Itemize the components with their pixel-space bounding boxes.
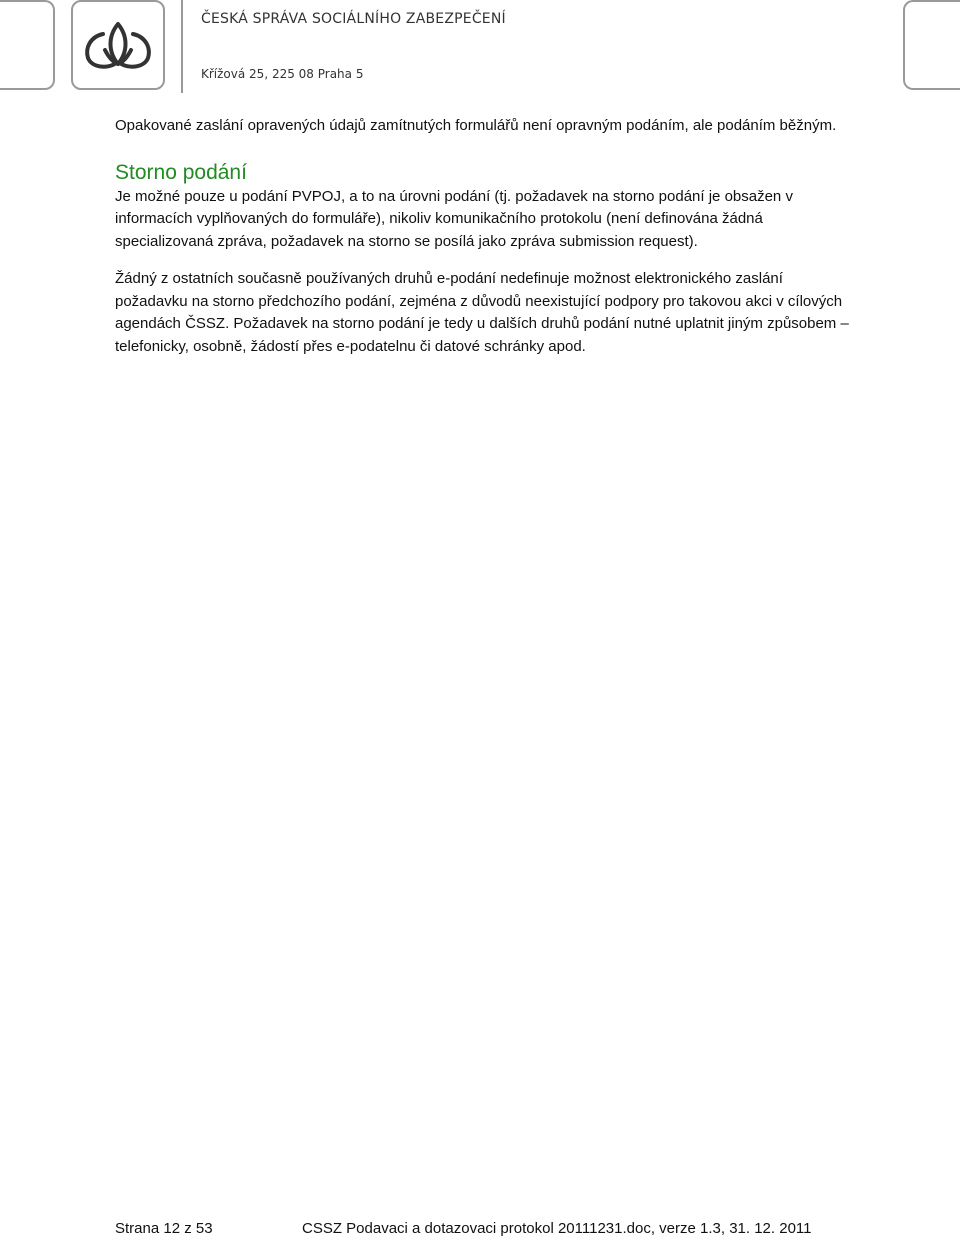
organization-address: Křížová 25, 225 08 Praha 5 <box>201 67 364 81</box>
tulip-logo-icon <box>81 18 155 74</box>
organization-name: ČESKÁ SPRÁVA SOCIÁLNÍHO ZABEZPEČENÍ <box>201 11 506 27</box>
paragraph-storno-pvpoj: Je možné pouze u podání PVPOJ, a to na úrovni podání (tj. požadavek na storno podání je obsažen v informacích vyplňovaných do formuláře), nikoliv komunikačního protokolu (není definována žádná specializovaná zpráva, požadavek na storno se posílá jako zpráva submission request). <box>115 187 793 250</box>
header-left-frame <box>0 0 55 90</box>
page-number: Strana 12 z 53 <box>115 1220 213 1237</box>
cssz-logo <box>71 0 165 90</box>
document-info: CSSZ Podavaci a dotazovaci protokol 20111231.doc, verze 1.3, 31. 12. 2011 <box>302 1220 812 1237</box>
header-divider <box>181 0 183 93</box>
section-heading-storno: Storno podání <box>115 160 247 184</box>
document-body <box>115 115 855 358</box>
header-right-frame <box>903 0 960 90</box>
paragraph-resubmission: Opakované zaslání opravených údajů zamítnutých formulářů není opravným podáním, ale podáním běžným. <box>115 117 837 134</box>
paragraph-storno-other: Žádný z ostatních současně používaných druhů e-podání nedefinuje možnost elektronického zaslání požadavku na storno předchozího podání, zejména z důvodů neexistující podpory pro takovou akci v cílových agendách ČSSZ. Požadavek na storno podání je tedy u dalších druhů podání nutné uplatnit jiným způsobem – telefonicky, osobně, žádostí přes e-podatelnu či datové schránky apod. <box>115 270 849 355</box>
